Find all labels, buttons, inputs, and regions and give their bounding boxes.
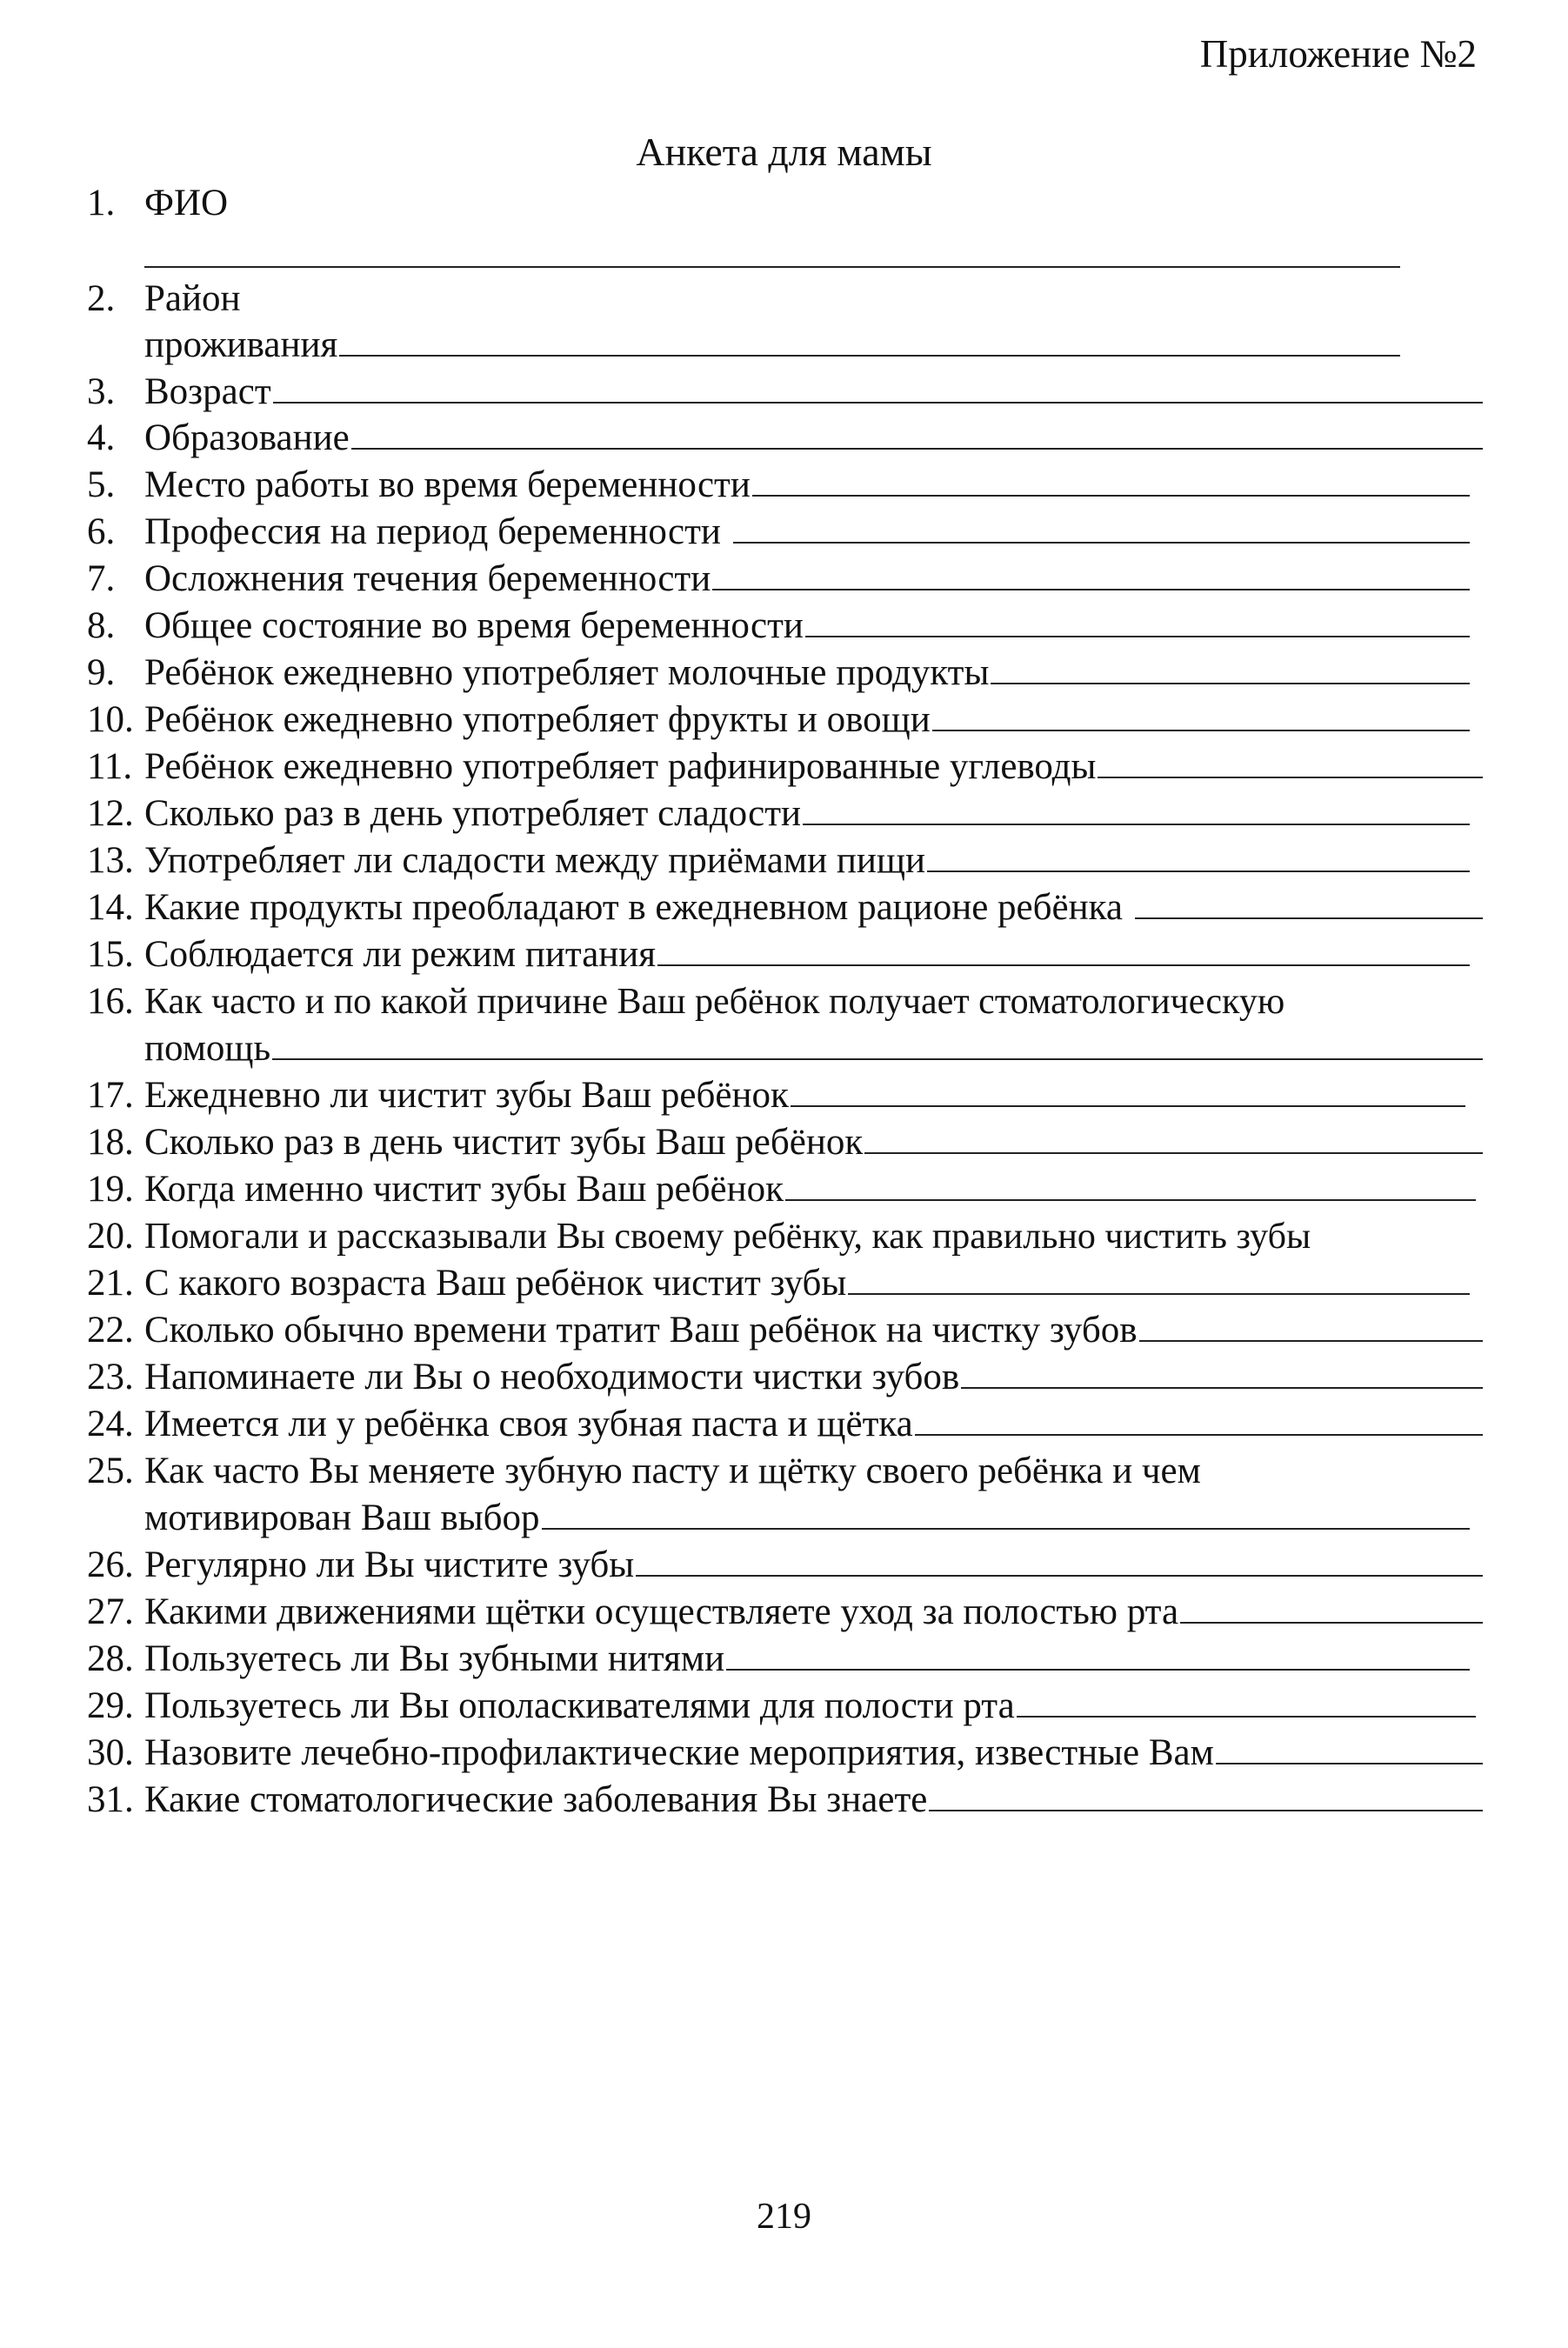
question-text: Место работы во время беременности: [144, 464, 751, 505]
question-1: [87, 181, 1483, 226]
page-title: Анкета для мамы: [636, 130, 932, 174]
question-text: Назовите лечебно-профилактические мероприятия, известные Вам: [144, 1732, 1214, 1773]
answer-line-18[interactable]: [864, 1121, 1483, 1154]
question-text: Осложнения течения беременности: [144, 558, 711, 599]
question-text: Район: [144, 278, 241, 319]
question-19: [87, 1167, 1483, 1212]
question-number: 16.: [87, 981, 134, 1022]
question-24: [87, 1402, 1483, 1447]
answer-line-21[interactable]: [848, 1262, 1470, 1295]
question-number: 9.: [87, 652, 116, 693]
question-number: 29.: [87, 1685, 134, 1726]
question-7: [87, 557, 1483, 602]
question-text: Как часто Вы меняете зубную пасту и щётку своего ребёнка и чем: [144, 1451, 1201, 1491]
answer-line-24[interactable]: [915, 1403, 1483, 1436]
answer-line-5[interactable]: [752, 464, 1470, 497]
question-text: Какие стоматологические заболевания Вы знаете: [144, 1779, 928, 1820]
question-5: [87, 463, 1483, 508]
answer-line-23[interactable]: [961, 1356, 1483, 1389]
question-10: [87, 697, 1483, 743]
question-text: Образование: [144, 417, 350, 458]
answer-line-27[interactable]: [1180, 1591, 1483, 1624]
question-text: Общее состояние во время беременности: [144, 605, 804, 646]
question-text: Ребёнок ежедневно употребляет молочные продукты: [144, 652, 990, 693]
question-number: 12.: [87, 793, 134, 834]
question-text: Имеется ли у ребёнка своя зубная паста и щётка: [144, 1404, 913, 1444]
question-number: 14.: [87, 887, 134, 928]
answer-line-3[interactable]: [273, 370, 1483, 404]
question-11: [87, 744, 1483, 790]
answer-line-8[interactable]: [805, 604, 1470, 637]
question-text: Ребёнок ежедневно употребляет рафинированные углеводы: [144, 746, 1097, 787]
question-number: 26.: [87, 1544, 134, 1585]
question-28: [87, 1637, 1483, 1682]
answer-line-4[interactable]: [351, 417, 1483, 450]
answer-line-19[interactable]: [785, 1168, 1476, 1201]
answer-line-13[interactable]: [927, 839, 1470, 872]
question-4: [87, 416, 1483, 461]
question-number: 5.: [87, 464, 116, 505]
question-number: 1.: [87, 183, 116, 223]
question-number: 17.: [87, 1075, 134, 1116]
answer-line-29[interactable]: [1017, 1684, 1476, 1718]
question-16: [87, 979, 1483, 1024]
question-2-cont: [87, 323, 1483, 368]
question-number: 13.: [87, 840, 134, 881]
question-number: 21.: [87, 1263, 134, 1304]
question-text: Сколько обычно времени тратит Ваш ребёнок на чистку зубов: [144, 1310, 1138, 1351]
answer-line-31[interactable]: [929, 1778, 1483, 1811]
question-number: 18.: [87, 1122, 134, 1163]
question-text: Какие продукты преобладают в ежедневном рационе ребёнка: [144, 887, 1123, 928]
appendix-label: Приложение №2: [1199, 32, 1477, 76]
question-number: 7.: [87, 558, 116, 599]
answer-line-17[interactable]: [791, 1074, 1465, 1107]
question-25-cont: [87, 1496, 1483, 1541]
question-27: [87, 1590, 1483, 1635]
question-number: 22.: [87, 1310, 134, 1351]
answer-line-30[interactable]: [1216, 1731, 1483, 1764]
answer-line-16[interactable]: [272, 1027, 1483, 1060]
question-number: 2.: [87, 278, 116, 319]
question-26: [87, 1543, 1483, 1588]
answer-line-26[interactable]: [636, 1544, 1483, 1577]
question-8: [87, 604, 1483, 649]
question-9: [87, 650, 1483, 696]
question-number: 15.: [87, 934, 134, 975]
question-number: 24.: [87, 1404, 134, 1444]
question-15: [87, 932, 1483, 977]
question-text: Ежедневно ли чистит зубы Ваш ребёнок: [144, 1075, 789, 1116]
answer-line-14[interactable]: [1135, 886, 1483, 919]
question-number: 27.: [87, 1591, 134, 1632]
question-text: Употребляет ли сладости между приёмами пищи: [144, 840, 925, 881]
answer-line-12[interactable]: [803, 792, 1470, 825]
answer-line-11[interactable]: [1098, 745, 1483, 778]
answer-line-10[interactable]: [932, 698, 1470, 731]
question-text-continued: мотивирован Ваш выбор: [144, 1498, 540, 1538]
page-number: 219: [757, 2197, 811, 2237]
question-text: Пользуетесь ли Вы зубными нитями: [144, 1638, 725, 1679]
question-16-cont: [87, 1026, 1483, 1071]
question-number: 23.: [87, 1357, 134, 1397]
question-text: Ребёнок ежедневно употребляет фрукты и овощи: [144, 699, 931, 740]
question-number: 3.: [87, 371, 116, 412]
question-13: [87, 838, 1483, 884]
answer-line-9[interactable]: [991, 651, 1470, 684]
question-number: 19.: [87, 1169, 134, 1210]
question-number: 31.: [87, 1779, 134, 1820]
question-14: [87, 885, 1483, 931]
question-6: [87, 510, 1483, 555]
answer-line-2[interactable]: [339, 324, 1400, 357]
question-number: 28.: [87, 1638, 134, 1679]
question-number: 4.: [87, 417, 116, 458]
question-text: С какого возраста Ваш ребёнок чистит зубы: [144, 1263, 847, 1304]
question-text: Соблюдается ли режим питания: [144, 934, 657, 975]
question-22: [87, 1308, 1483, 1353]
question-text: Пользуетесь ли Вы ополаскивателями для полости рта: [144, 1685, 1015, 1726]
question-30: [87, 1731, 1483, 1776]
question-number: 10.: [87, 699, 134, 740]
question-text-continued: помощь: [144, 1028, 271, 1069]
question-number: 20.: [87, 1216, 134, 1257]
question-29: [87, 1684, 1483, 1729]
question-text: Сколько раз в день чистит зубы Ваш ребёнок: [144, 1122, 864, 1163]
question-text: Сколько раз в день употребляет сладости: [144, 793, 802, 834]
question-number: 8.: [87, 605, 116, 646]
answer-line-15[interactable]: [657, 933, 1470, 966]
question-text: Когда именно чистит зубы Ваш ребёнок: [144, 1169, 784, 1210]
question-2: [87, 277, 1483, 322]
question-number: 6.: [87, 511, 116, 552]
question-text: Профессия на период беременности: [144, 511, 721, 552]
question-number: 30.: [87, 1732, 134, 1773]
question-21: [87, 1261, 1483, 1306]
answer-line-7[interactable]: [712, 557, 1470, 590]
question-number: 25.: [87, 1451, 134, 1491]
question-text: Как часто и по какой причине Ваш ребёнок получает стоматологическую: [144, 982, 1285, 1022]
answer-line-25[interactable]: [542, 1497, 1470, 1530]
question-text: Возраст: [144, 371, 271, 412]
answer-line-28[interactable]: [726, 1638, 1470, 1671]
question-12: [87, 791, 1483, 837]
answer-line-1[interactable]: [144, 266, 1400, 268]
question-number: 11.: [87, 746, 133, 787]
question-3: [87, 370, 1483, 415]
question-text: Какими движениями щётки осуществляете уход за полостью рта: [144, 1591, 1179, 1632]
question-18: [87, 1120, 1483, 1165]
question-20: [87, 1214, 1483, 1259]
question-text: ФИО: [144, 183, 229, 223]
question-text-continued: проживания: [144, 324, 338, 365]
question-text: Регулярно ли Вы чистите зубы: [144, 1544, 635, 1585]
question-17: [87, 1073, 1483, 1118]
question-text: Напоминаете ли Вы о необходимости чистки зубов: [144, 1357, 960, 1397]
question-31: [87, 1778, 1483, 1823]
answer-line-22[interactable]: [1139, 1309, 1483, 1342]
answer-line-6[interactable]: [733, 510, 1470, 544]
question-25: [87, 1449, 1483, 1494]
question-text: Помогали и рассказывали Вы своему ребёнку, как правильно чистить зубы: [144, 1217, 1311, 1257]
question-23: [87, 1355, 1483, 1400]
